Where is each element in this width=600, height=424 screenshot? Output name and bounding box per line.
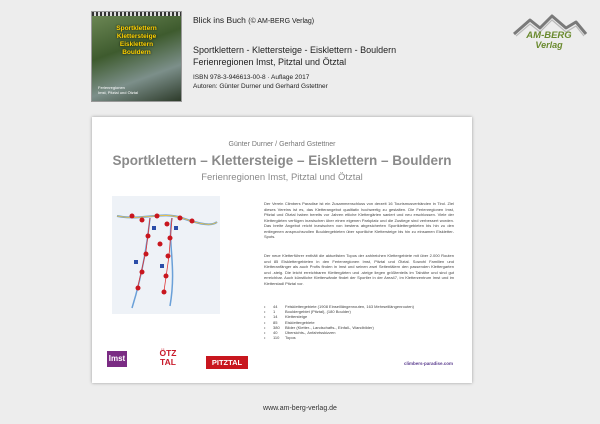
book-authors: Autoren: Günter Durner und Gerhard Gstettner bbox=[193, 83, 328, 90]
contents-list bbox=[264, 304, 454, 340]
copyright-label: (© AM-BERG Verlag) bbox=[248, 18, 315, 25]
cover-sub-2: Imst, Pitztal und Ötztal bbox=[98, 90, 139, 95]
cover-sub-1: Ferienregionen bbox=[98, 85, 125, 90]
imst-logo: Imst bbox=[107, 351, 127, 367]
cover-title-1: Sportklettern bbox=[116, 25, 157, 32]
isbn: ISBN 978-3-946613-00-8 · Auflage 2017 bbox=[193, 74, 310, 81]
pitztal-logo: PITZTAL bbox=[206, 356, 248, 369]
book-cover-image bbox=[91, 11, 182, 102]
climbers-paradise-logo: climbers-paradise.com bbox=[404, 361, 454, 366]
cover-title-2: Klettersteige bbox=[116, 33, 157, 40]
list-item: • 380 Bilder (Kletter-, Landschafts-, Einfall-, Wandbilder) bbox=[264, 324, 374, 330]
list-item: • 14 Klettersteige bbox=[264, 314, 308, 320]
page-title: Sportklettern – Klettersteige – Eisklettern – Bouldern bbox=[112, 153, 452, 168]
cover-title-3: Eisklettern bbox=[119, 41, 154, 48]
otztal-logo-line1: ÖTZ bbox=[159, 348, 177, 358]
page-authors: Günter Durner / Gerhard Gstettner bbox=[228, 141, 336, 148]
intro-paragraph: Der Verein Climbers Paradise ist ein Zusammenschluss von derzeit 16 Tourismusverbänden in Tirol. Ziel dieses Vereins ist es, das Kletterangebot qualitativ hochwertig zu gestalten. Die Ferienregionen Imst, Pitztal und Ötztal haben bereits vor Jahren etliche Klettergärten saniert und neu erschlossen. Viele der Klettergärten verfügen inzwischen über einen eigenen Parkplatz und die Zustiege sind verbessert worden. Das breite Angebot reicht inzwischen von bestens abgesicherten Sportklettergebieten bis hin zu den entlegenen anspruchsvollen Bouldergebieten über sportliche Klettersteige bis hin zu einsamen Eiskletter-Spots. bbox=[264, 201, 454, 239]
blick-label: Blick ins Buch bbox=[193, 15, 246, 25]
publisher-url[interactable]: www.am-berg-verlag.de bbox=[263, 405, 337, 412]
book-title-line1: Sportklettern - Klettersteige - Eisklettern - Bouldern bbox=[193, 45, 397, 55]
cover-subtitle bbox=[98, 85, 138, 95]
logo-text-verlag: Verlag bbox=[535, 40, 563, 50]
list-item: • 44 Felsklettergebiete (1908 Einseillängenrouten, 163 Mehrseillängenrouten) bbox=[264, 304, 414, 309]
blick-ins-buch bbox=[193, 15, 314, 25]
logo-text-amberg: AM-BERG bbox=[526, 30, 572, 41]
book-page-preview bbox=[92, 117, 472, 383]
otztal-logo-line2: TAL bbox=[160, 357, 176, 367]
list-item: • 85 Eisklettergebiete bbox=[264, 319, 315, 325]
list-item: • 40 Übersichts-, Anfahrtsskizzen bbox=[264, 330, 336, 336]
page-subtitle: Ferienregionen Imst, Pitztal und Ötztal bbox=[201, 172, 363, 183]
content-paragraph: Der neue Kletterführer enthält die aktuellsten Topos der zahlreichen Klettergebiete mit über 2.000 Routen und 85 Eisklettergebieten in den Ferienregionen Imst, Pitztal und Ötztal. Sowohl Familien und Kletteranfänger als auch Profis finden in Imst und seinen zwei Seitentälern den passenden Klettergarten und -steig. Die leicht erreichbaren Klettergärten und -steige liegen größtenteils im Talnähe und sind gut erreichbar. Auch künstliche Kletterwände findet der Sportler in der Area47, im Kletterzentrum Imst und im Kletterstadl Pitztal vor. bbox=[264, 253, 454, 286]
otztal-logo bbox=[154, 349, 182, 367]
list-item: • 110 Topos bbox=[264, 335, 296, 341]
book-title-line2: Ferienregionen Imst, Pitztal und Ötztal bbox=[193, 57, 347, 67]
list-item: • 1 Bouldergebiet (Pitztal), (180 Boulder) bbox=[264, 309, 351, 315]
cover-spiral bbox=[92, 12, 181, 16]
cover-title-4: Bouldern bbox=[122, 49, 151, 56]
region-map bbox=[112, 196, 220, 314]
